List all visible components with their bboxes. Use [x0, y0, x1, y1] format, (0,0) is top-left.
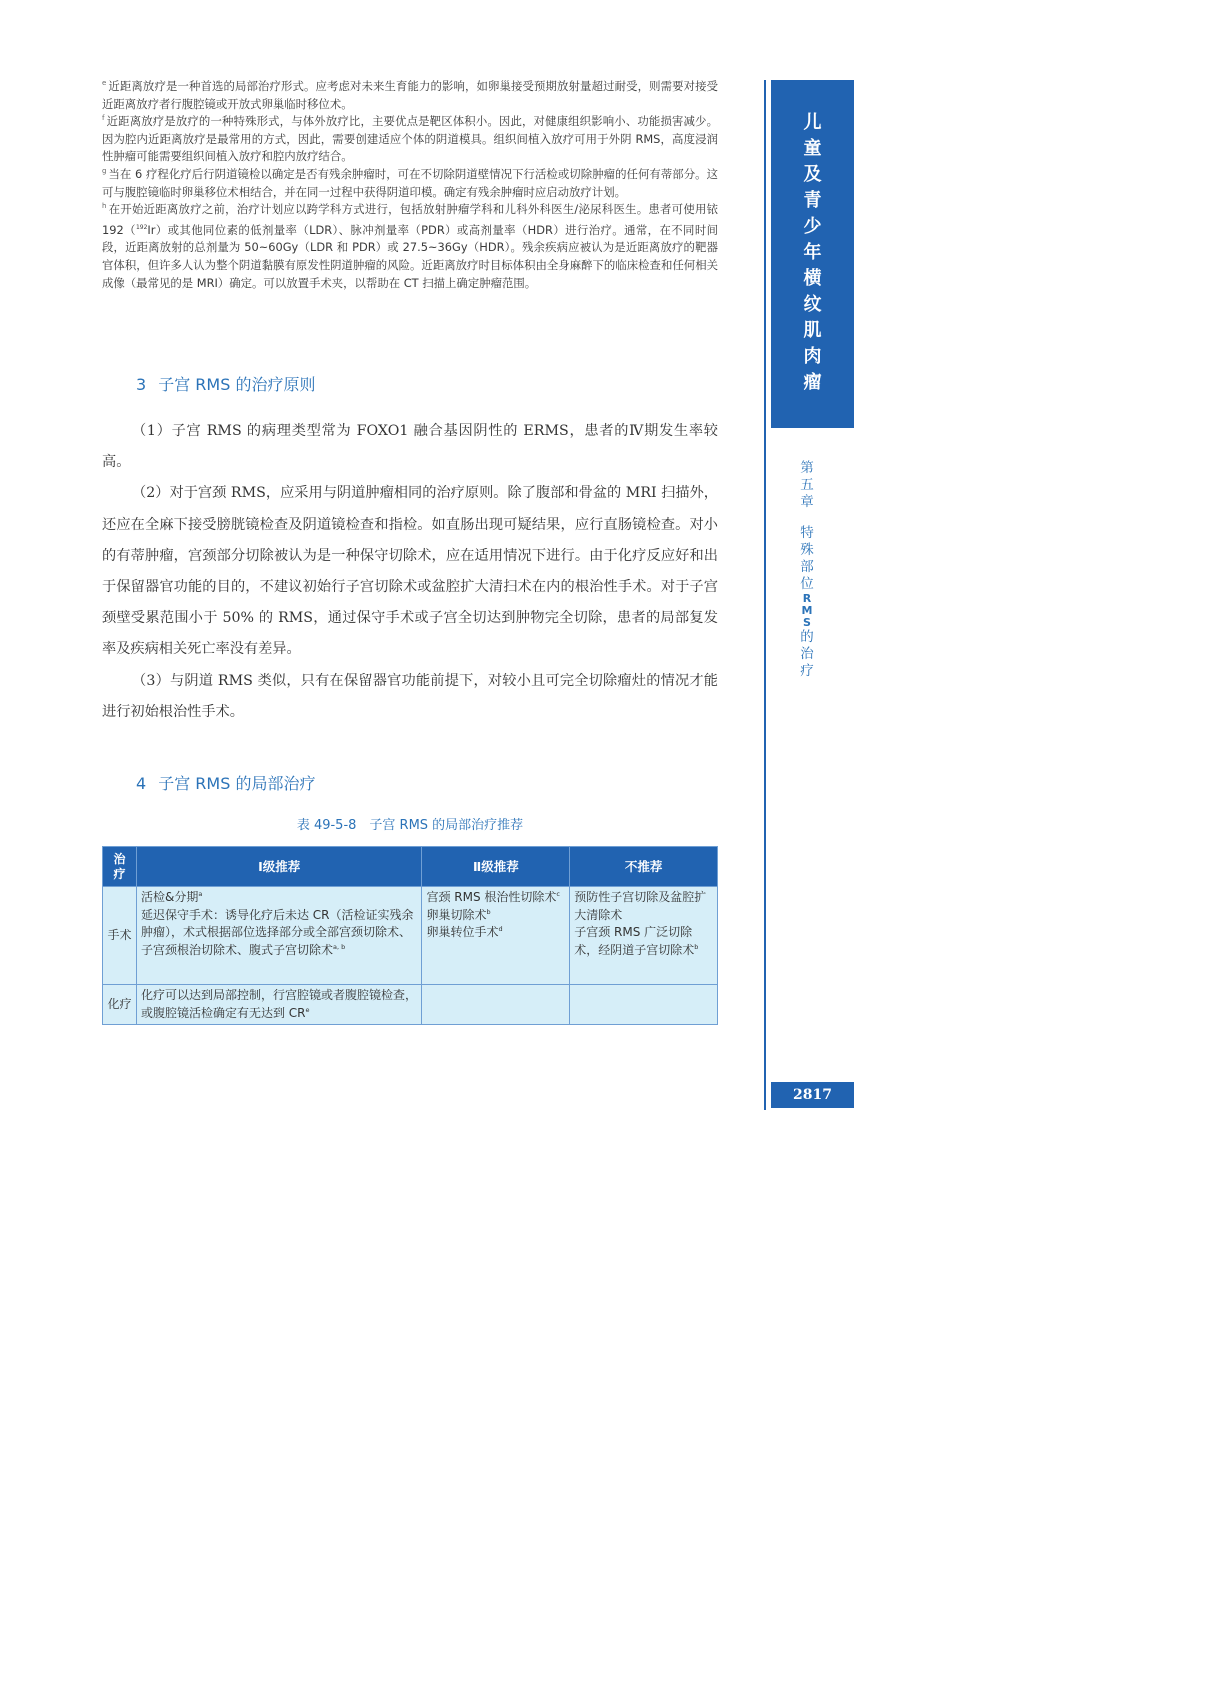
cell-item: 卵巢切除术$^b$: [426, 907, 491, 922]
cell-item: 延迟保守手术：诱导化疗后未达 CR（活检证实残余肿瘤），术式根据部位选择部分或全部宫颈切除术、子宫颈根治切除术、腹式子宫切除术$^{a, b}$: [140, 907, 414, 957]
cell-not-recommended: [570, 887, 718, 985]
footnote-text: 在开始近距离放疗之前，治疗计划应以跨学科方式进行，包括放射肿瘤学科和儿科外科医生/泌尿科医生。患者可使用铱 192（: [102, 202, 718, 237]
cell-not-recommended: [570, 985, 718, 1025]
header-level1: Ⅰ级推荐: [136, 847, 421, 887]
footnote-f: [102, 113, 718, 166]
cell-item: 预防性子宫切除及盆腔扩大清除术: [574, 890, 707, 922]
table-caption: 表 49-5-8 子宫 RMS 的局部治疗推荐: [296, 818, 524, 833]
isotope-element: Ir: [147, 222, 156, 237]
footnote-mark: e: [102, 79, 107, 87]
cell-level2: [422, 985, 570, 1025]
isotope-mass: 192: [135, 223, 148, 231]
section-3-heading: [136, 372, 315, 395]
section-4-heading: [136, 771, 315, 794]
book-title: 儿 童 及 青 少 年 横 纹 肌 肉 瘤: [803, 112, 822, 393]
cell-level2: [422, 887, 570, 985]
footnote-g: [102, 166, 718, 201]
header-level2: Ⅱ级推荐: [422, 847, 570, 887]
cell-item: 宫颈 RMS 根治性切除术$^c$: [426, 890, 560, 904]
footnote-mark: g: [102, 166, 107, 175]
cell-level1: [136, 887, 421, 985]
footnotes: [102, 78, 718, 292]
row-treatment: 化疗: [103, 985, 137, 1025]
footnote-text: 近距离放疗是放疗的一种特殊形式，与体外放疗比，主要优点是靶区体积小。因此，对健康组织影响小、功能损害减少。因为腔内近距离放疗是最常用的方式，因此，需要创建适应个体的阴道模具。组织间植入放疗可用于外阴 RMS，高度浸润性肿瘤可能需要组织间植入放疗和腔内放疗结合。: [102, 114, 718, 164]
cell-item: 活检&分期$^a$: [140, 890, 203, 904]
cell-item: 子宫颈 RMS 广泛切除术，经阴道子宫切除术$^b$: [574, 925, 699, 957]
book-title-bar: [771, 80, 854, 428]
paragraph: （3）与阴道 RMS 类似，只有在保留器官功能前提下，对较小且可完全切除瘤灶的情况才能进行初始根治性手术。: [102, 672, 718, 720]
header-treatment: 治疗: [103, 847, 137, 887]
cell-item: 化疗可以达到局部控制，行宫腔镜或者腹腔镜检查，或腹腔镜活检确定有无达到 $CR^e$: [140, 988, 417, 1020]
recommendation-table: [102, 846, 718, 1025]
footnote-h: [102, 201, 718, 292]
header-not-recommended: 不推荐: [570, 847, 718, 887]
table-header-row: [103, 847, 718, 887]
footnote-text: 近距离放疗是一种首选的局部治疗形式。应考虑对未来生育能力的影响，如卵巢接受预期放射量超过耐受，则需要对接受近距离放疗者行腹腔镜或开放式卵巢临时移位术。: [102, 79, 718, 111]
section-title: 子宫 RMS 的局部治疗: [158, 774, 316, 793]
section-title: 子宫 RMS 的治疗原则: [158, 375, 316, 394]
paragraph: （2）对于宫颈 RMS，应采用与阴道肿瘤相同的治疗原则。除了腹部和骨盆的 MRI 扫描外，还应在全麻下接受膀胱镜检查及阴道镜检查和指检。如直肠出现可疑结果，应行直肠镜检查。对小的有蒂肿瘤，宫颈部分切除被认为是一种保守切除术，应在适用情况下进行。由于化疗反应好和出于保留器官功能的目的，不建议初始行子宫切除术或盆腔扩大清扫术在内的根治性手术。对于子宫颈壁受累范围小于 50% 的 RMS，通过保守手术或子宫全切达到肿物完全切除，患者的局部复发率及疾病相关死亡率没有差异。: [102, 485, 718, 658]
cell-item: 卵巢转位手术$^d$: [426, 925, 503, 939]
footnote-text: 当在 6 疗程化疗后行阴道镜检以确定是否有残余肿瘤时，可在不切除阴道壁情况下行活检或切除肿瘤的任何有蒂部分。这可与腹腔镜临时卵巢移位术相结合，并在同一过程中获得阴道印模。确定有残余肿瘤时应启动放疗计划。: [102, 166, 718, 199]
chapter-label: 第 五 章 特 殊 部 位 R M S 的 治 疗: [800, 460, 814, 679]
paragraph: （1）子宫 RMS 的病理类型常为 FOXO1 融合基因阴性的 ERMS，患者的Ⅳ期发生率较高。: [102, 423, 718, 471]
footnote-mark: f: [102, 114, 105, 123]
side-divider-line: [764, 80, 766, 1110]
table-row: [103, 985, 718, 1025]
section-number: 3: [136, 375, 147, 394]
footnote-mark: h: [102, 202, 107, 211]
page-number: 2817: [771, 1082, 854, 1108]
footnote-text: ）或其他同位素的低剂量率（LDR）、脉冲剂量率（PDR）或高剂量率（HDR）进行治疗。通常，在不同时间段，近距离放射的总剂量为 50~60Gy（LDR 和 PDR）或 27.5~36Gy（HDR）。残余疾病应被认为是近距离放疗的靶器官体积，但许多人认为整个阴道黏膜有原发性阴道肿瘤的风险。近距离放疗时目标体积由全身麻醉下的临床检查和任何相关成像（最常见的是 MRI）确定。可以放置手术夹，以帮助在 CT 扫描上确定肿瘤范围。: [102, 222, 718, 290]
section-number: 4: [136, 774, 147, 793]
footnote-e: [102, 78, 718, 113]
section-3-body: [102, 416, 718, 728]
row-treatment: 手术: [103, 887, 137, 985]
table-row: [103, 887, 718, 985]
cell-level1: [136, 985, 421, 1025]
